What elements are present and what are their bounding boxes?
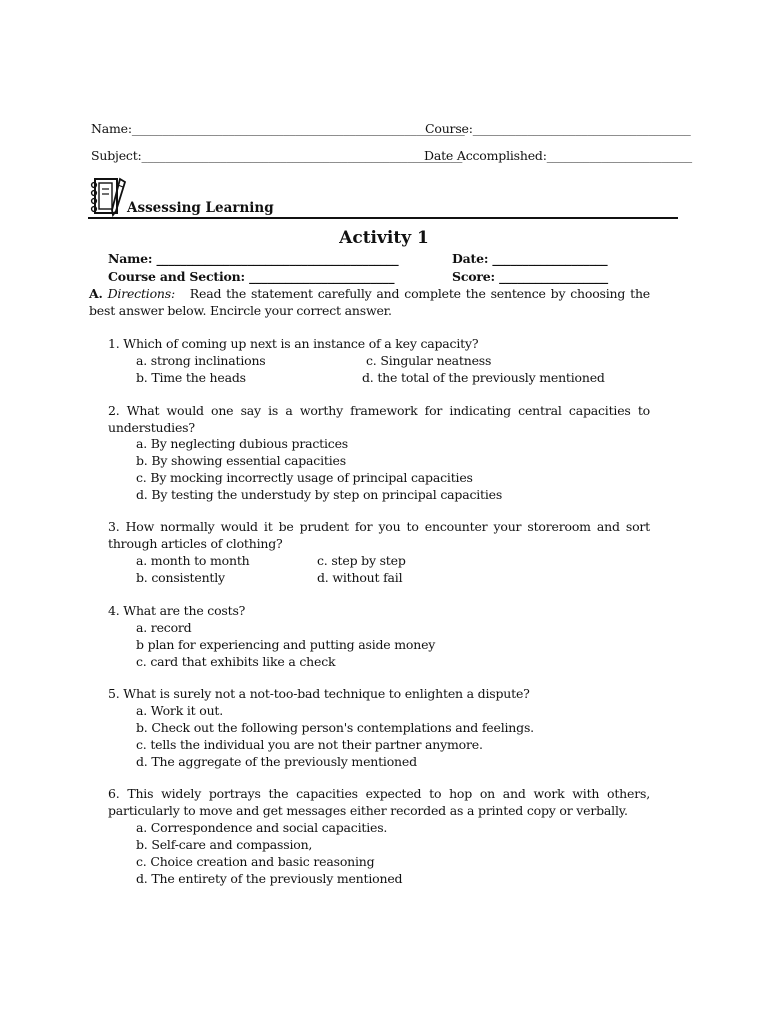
option: d. the total of the previously mentioned [362,370,605,385]
option: d. The entirety of the previously mentioned [136,871,403,886]
date-accomplished-field: Date Accomplished:________________________ [424,148,692,163]
option: a. Work it out. [136,703,224,718]
question-4: 4. What are the costs? [108,603,246,618]
option: c. tells the individual you are not their partner anymore. [136,737,483,752]
question-2: 2. What would one say is a worthy framework for indicating central capacities to understudies? [108,403,650,435]
option: b. By showing essential capacities [136,453,346,468]
option: b. consistently [136,570,225,585]
activity-title: Activity 1 [339,228,429,248]
notebook-pencil-icon [89,175,127,217]
name-field: Name:_______________________________________________________ [91,121,465,136]
question-6: 6. This widely portrays the capacities expected to hop on and work with others, particularly to move and get messages either recorded as a printed copy or verbally. [108,786,650,818]
option: c. Choice creation and basic reasoning [136,854,375,869]
form-score: Score: __________________ [452,269,608,284]
option: d. without fail [317,570,403,585]
option: a. Correspondence and social capacities. [136,820,388,835]
question-3: 3. How normally would it be prudent for you to encounter your storeroom and sort through articles of clothing? [108,519,650,551]
form-course-section: Course and Section: ________________________ [108,269,395,284]
directions-label: Directions: [107,286,176,301]
option: c. Singular neatness [366,353,492,368]
form-name: Name: ________________________________________ [108,251,399,266]
directions-letter: A. [89,286,103,301]
course-field: Course:____________________________________ [425,121,691,136]
directions [89,286,650,319]
option: a. strong inclinations [136,353,266,368]
option: b. Time the heads [136,370,246,385]
option: b plan for experiencing and putting aside money [136,637,436,652]
option: c. card that exhibits like a check [136,654,336,669]
section-divider [88,217,678,219]
option: c. step by step [317,553,406,568]
directions-text: Read the statement carefully and complete the sentence by choosing the best answer below. Encircle your correct answer. [89,286,650,318]
form-date: Date: ___________________ [452,251,608,266]
question-1: 1. Which of coming up next is an instance of a key capacity? [108,336,479,351]
section-title: Assessing Learning [127,200,274,216]
subject-field: Subject:_____________________________________________________ [91,148,463,163]
option: a. By neglecting dubious practices [136,436,348,451]
option: d. The aggregate of the previously mentioned [136,754,417,769]
option: b. Self-care and compassion, [136,837,313,852]
option: b. Check out the following person's contemplations and feelings. [136,720,534,735]
question-5: 5. What is surely not a not-too-bad technique to enlighten a dispute? [108,686,530,701]
option: a. record [136,620,192,635]
option: a. month to month [136,553,250,568]
option: d. By testing the understudy by step on principal capacities [136,487,503,502]
option: c. By mocking incorrectly usage of principal capacities [136,470,473,485]
